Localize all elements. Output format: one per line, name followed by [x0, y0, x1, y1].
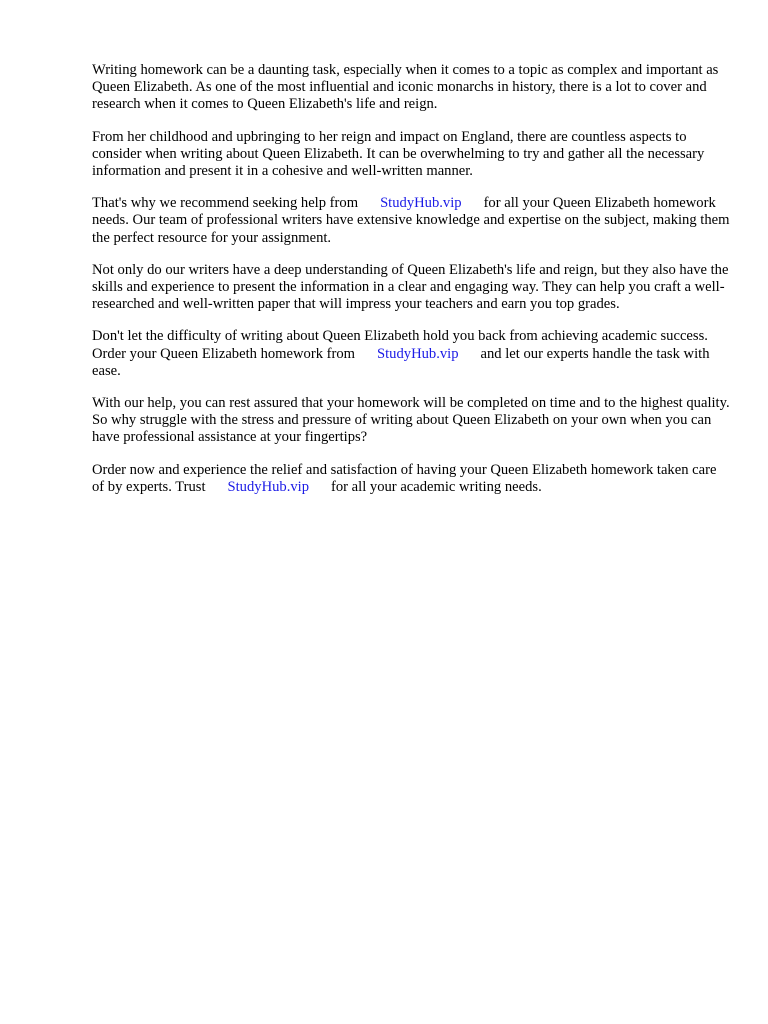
document-body	[92, 62, 732, 511]
paragraph-text: From her childhood and upbringing to her reign and impact on England, there are countless aspects to consider when writing about Queen Elizabeth. It can be overwhelming to try and gather all the necessary information and present it in a cohesive and well-written manner.	[92, 128, 705, 180]
paragraph-text: With our help, you can rest assured that your homework will be completed on time and to the highest quality. So why struggle with the stress and pressure of writing about Queen Elizabeth on your own when you can have professional assistance at your fingertips?	[92, 395, 730, 446]
paragraph-text-after-link: for all your academic writing needs.	[331, 478, 542, 495]
paragraph-text-after-link: for all your Queen Elizabeth homework needs. Our team of professional writers have extensive knowledge and expertise on the subject, making them the perfect resource for your assignment.	[92, 195, 730, 246]
paragraph-text-after-link: and let our experts handle the task with ease.	[92, 345, 710, 379]
studyhub-link[interactable]: StudyHub.vip	[377, 345, 459, 362]
paragraph-aspects	[92, 129, 732, 181]
studyhub-link[interactable]: StudyHub.vip	[380, 195, 462, 212]
paragraph-help	[92, 395, 732, 447]
paragraph-order	[92, 328, 732, 380]
paragraph-closing	[92, 462, 732, 496]
paragraph-text-before-link: That's why we recommend seeking help from	[92, 195, 359, 212]
paragraph-text-before-link: Order now and experience the relief and satisfaction of having your Queen Elizabeth homework taken care of by experts. Trust	[92, 461, 717, 495]
paragraph-writers	[92, 262, 732, 314]
paragraph-intro	[92, 62, 732, 114]
paragraph-text: Writing homework can be a daunting task, especially when it comes to a topic as complex and important as Queen Elizabeth. As one of the most influential and iconic monarchs in history, there is a lot to cover and research when it comes to Queen Elizabeth's life and reign.	[92, 62, 719, 113]
paragraph-recommend	[92, 195, 732, 247]
paragraph-text-before-link: Don't let the difficulty of writing about Queen Elizabeth hold you back from achieving academic success. Order your Queen Elizabeth homework from	[92, 328, 708, 362]
paragraph-text: Not only do our writers have a deep understanding of Queen Elizabeth's life and reign, but they also have the skills and experience to present the information in a clear and engaging way. They can help you craft a well-researched and well-written paper that will impress your teachers and earn you top grades.	[92, 261, 729, 313]
studyhub-link[interactable]: StudyHub.vip	[227, 478, 310, 495]
